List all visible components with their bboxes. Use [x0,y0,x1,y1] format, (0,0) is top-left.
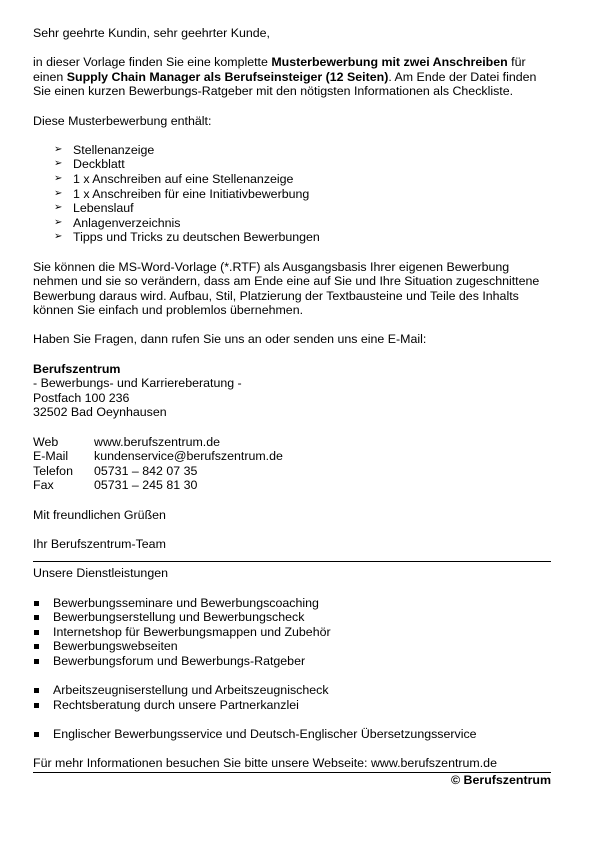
contact-label: Telefon [33,463,73,478]
company-name: Berufszentrum [33,361,121,376]
list-item: ➢ Lebenslauf [54,201,551,216]
contact-value: 05731 – 245 81 30 [94,478,198,493]
list-item: ➢ Stellenanzeige [54,143,551,158]
address-line: Postfach 100 236 [33,390,130,405]
list-item: Bewerbungsforum und Bewerbungs-Ratgeber [33,654,551,669]
list-item: Bewerbungsseminare und Bewerbungscoaching [33,596,551,611]
services-list [33,727,551,742]
services-list [33,683,551,712]
contact-value: kundenservice@berufszentrum.de [94,449,283,464]
list-item: ➢ Deckblatt [54,157,551,172]
list-item: ➢ 1 x Anschreiben für eine Initiativbewerbung [54,187,551,202]
address-line: - Bewerbungs- und Karriereberatung - [33,376,242,391]
list-item: ➢ 1 x Anschreiben auf eine Stellenanzeige [54,172,551,187]
intro-text-2: für einen [33,55,526,84]
services-list [33,596,551,669]
usage-paragraph: Sie können die MS-Word-Vorlage (*.RTF) als Ausgangsbasis Ihrer eigenen Bewerbung nehmen und sie so verändern, dass am Ende eine auf Sie und Ihre Situation zugeschnittene Bewerbung daraus wird. Aufbau, Stil, Platzierung der Textbausteine und Teile des Inhalts können Sie einfach und problemlos übernehmen. [33,259,540,318]
table-row [33,449,283,464]
greeting: Sehr geehrte Kundin, sehr geehrter Kunde, [33,26,270,40]
contents-list [33,143,551,245]
more-info: Für mehr Informationen besuchen Sie bitte unsere Webseite: www.berufszentrum.de [33,756,497,771]
table-row [33,464,283,479]
list-item: ➢ Tipps und Tricks zu deutschen Bewerbungen [54,230,551,245]
contact-label: E-Mail [33,449,69,464]
address-line: 32502 Bad Oeynhausen [33,405,167,420]
questions-paragraph: Haben Sie Fragen, dann rufen Sie uns an oder senden uns eine E-Mail: [33,332,427,347]
list-item: Rechtsberatung durch unsere Partnerkanzlei [33,698,551,713]
address-block [33,362,551,420]
contents-heading: Diese Musterbewerbung enthält: [33,113,212,128]
document-page [33,26,551,787]
closing: Mit freundlichen Grüßen [33,507,166,522]
contact-label: Web [33,434,59,449]
table-row [33,435,283,450]
intro-text-3: . Am Ende der Datei finden Sie einen kurzen Bewerbungs-Ratgeber mit den nötigsten Informationen als Checkliste. [33,69,537,99]
services-heading: Unsere Dienstleistungen [33,566,168,581]
list-item: Internetshop für Bewerbungsmappen und Zubehör [33,625,551,640]
list-item: Englischer Bewerbungsservice und Deutsch-Englischer Übersetzungsservice [33,727,551,742]
contact-value: 05731 – 842 07 35 [94,463,198,478]
list-item: Arbeitszeugniserstellung und Arbeitszeugnischeck [33,683,551,698]
intro-bold-2: Supply Chain Manager als Berufseinsteiger (12 Seiten) [66,69,389,84]
intro-bold-1: Musterbewerbung mit zwei Anschreiben [271,55,508,70]
intro-text-1: in dieser Vorlage finden Sie eine komplette [33,55,272,70]
contact-value: www.berufszentrum.de [94,434,221,449]
divider [33,561,551,562]
list-item: ➢ Anlagenverzeichnis [54,216,551,231]
contact-table [33,435,283,493]
table-row [33,478,283,493]
intro-paragraph [33,55,551,99]
contact-label: Fax [33,478,54,493]
list-item: Bewerbungswebseiten [33,639,551,654]
signature: Ihr Berufszentrum-Team [33,536,166,551]
copyright: © Berufszentrum [450,772,551,787]
list-item: Bewerbungserstellung und Bewerbungscheck [33,610,551,625]
